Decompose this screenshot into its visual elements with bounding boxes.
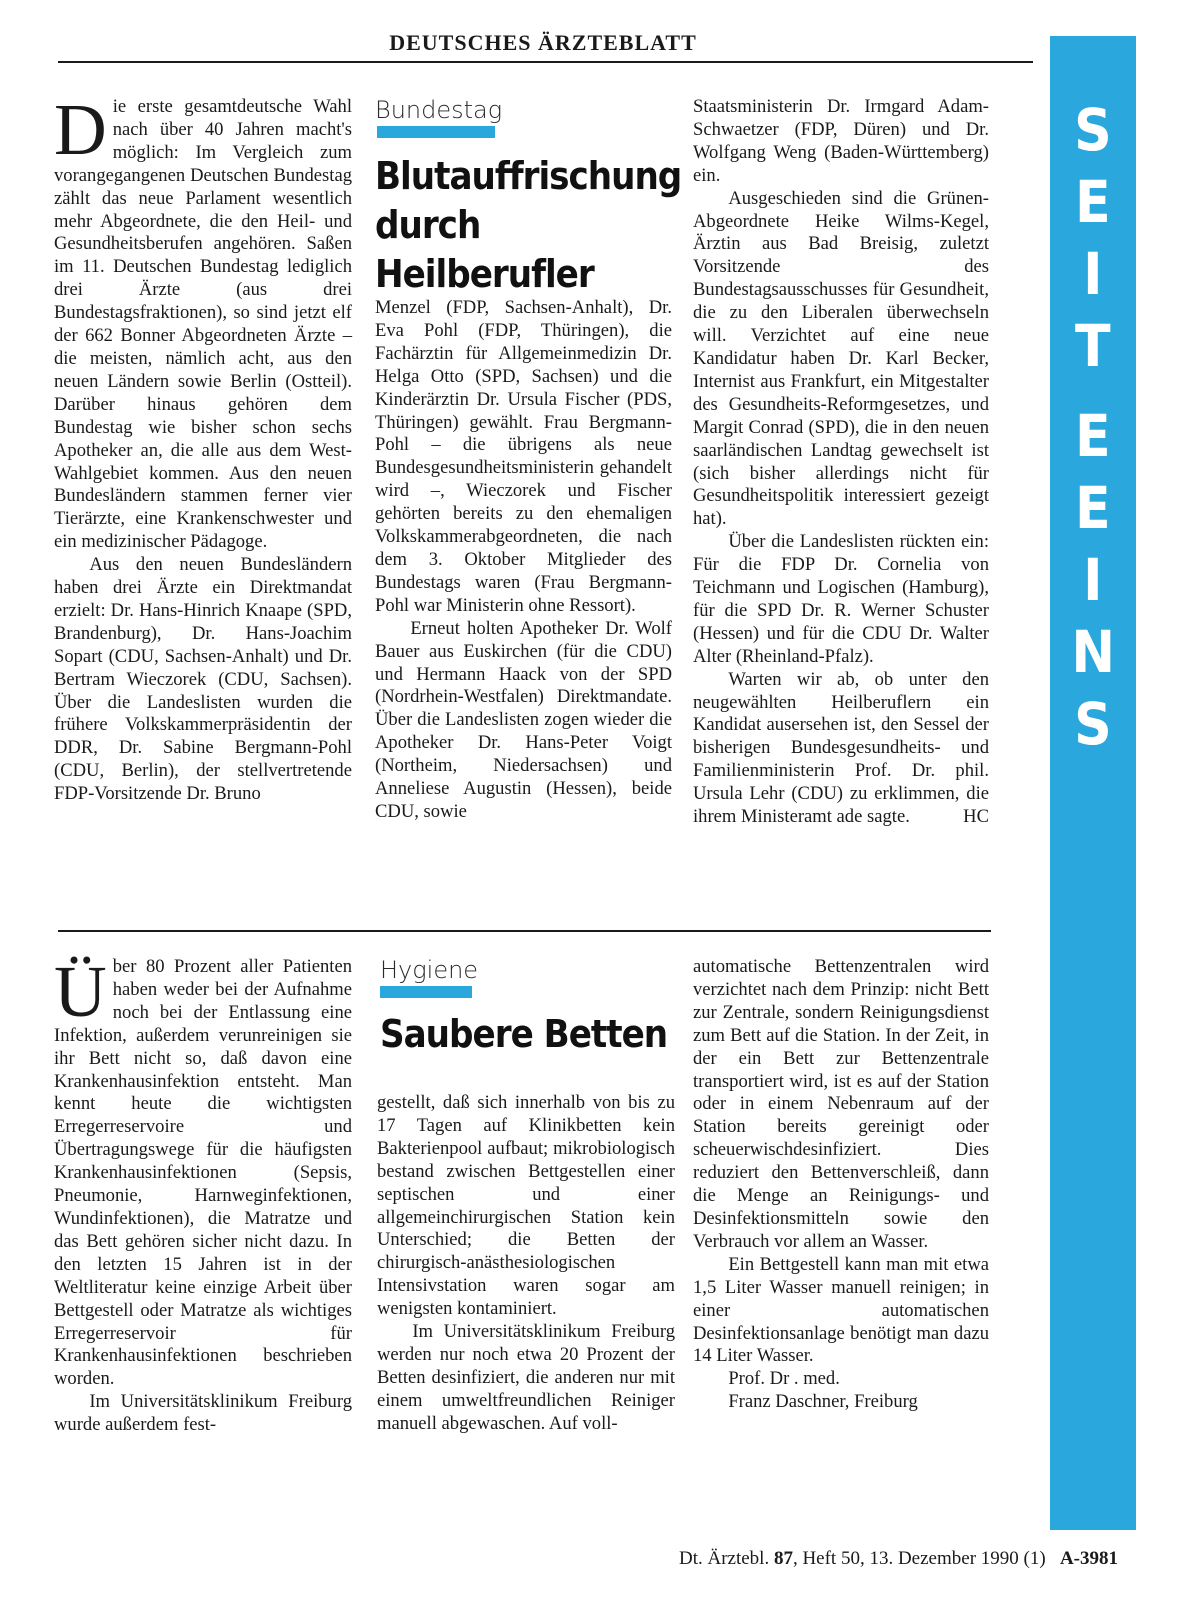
article2-paragraph: Im Universitätsklinikum Freiburg wurde außerdem fest-: [54, 1391, 352, 1436]
footer-issue: , Heft 50, 13. Dezember 1990 (1): [792, 1548, 1046, 1569]
sidebar-letter: I: [1083, 240, 1103, 308]
sidebar-letter: T: [1075, 312, 1111, 380]
article1-paragraph: Menzel (FDP, Sachsen-Anhalt), Dr. Eva Pohl (FDP, Thüringen), die Fachärztin für Allgemeinmedizin Dr. Helga Otto (SPD, Sachsen) und die Kinderärztin Dr. Ursula Fischer (PDS, Thüringen) gewählt. Frau Bergmann-Pohl – die übrigens als neue Bundesgesundheitsministerin gehandelt wird –, Wieczorek und Fischer gehörten bereits zu den ehemaligen Volkskammerabgeordneten, die nach dem 3. Oktober Mitglieder des Bundestags waren (Frau Bergmann-Pohl war Ministerin ohne Ressort).: [375, 297, 672, 616]
article2-paragraph: automatische Bettenzentralen wird verzichtet nach dem Prinzip: nicht Bett zur Zentrale, sondern Reinigungsdienst zum Bett auf die Station. In der Zeit, in der ein Bett zur Bettenzentrale transportiert wird, ist es auf der Station oder in einem Nebenraum auf der Station bereits gereinigt oder scheuerwischdesinfiziert. Dies reduziert den Bettenverschleiß, dann die Menge an Reinigungs- und Desinfektionsmitteln sowie den Verbrauch vor allem an Wasser.: [693, 956, 989, 1252]
article2-paragraph: Ein Bettgestell kann man mit etwa 1,5 Liter Wasser manuell reinigen; in einer automatischen Desinfektionsanlage benötigt man dazu 14 Liter Wasser.: [693, 1253, 989, 1367]
article2-dropcap: Ü: [54, 951, 107, 1032]
article-separator: [58, 930, 991, 932]
article1-paragraph: Warten wir ab, ob unter den neugewählten Heilberuflern ein Kandidat ausersehen ist, den Sessel der bisherigen Bundesgesundheits- und Familienministerin Prof. Dr. phil. Ursula Lehr (CDU) zu erklimmen, die ihrem Ministeramt ade sagte.: [693, 668, 989, 828]
article1-headline: [375, 152, 685, 299]
article1-paragraph: Die erste gesamtdeutsche Wahl nach über 40 Jahren macht's möglich: Im Vergleich zum vorangegangenen Deutschen Bundestag zählt das neue Parlament wesentlich mehr Abgeordnete, die den Heil- und Gesundheitsberufen angehören. Saßen im 11. Deutschen Bundestag lediglich drei Ärzte (aus drei Bundestagsfraktionen), so sind jetzt elf der 662 Bonner Abgeordneten Ärzte – die meisten, nämlich acht, aus den neuen Ländern sowie Berlin (Ostteil). Darüber hinaus gehören dem Bundestag wie bisher schon sechs Apotheker an, die alle aus dem West-Wahlgebiet kommen. Aus den neuen Bundesländern stammen ferner vier Tierärzte, eine Krankenschwester und ein medizinischer Pädagoge.: [54, 89, 352, 553]
article1-column2: [375, 297, 672, 824]
article2-paragraph: Im Universitätsklinikum Freiburg werden nur noch etwa 20 Prozent der Betten desinfiziert, die anderen nur mit einem umweltfreundlichen Reiniger manuell abgewaschen. Auf voll-: [377, 1321, 675, 1434]
sidebar-letter: E: [1075, 474, 1111, 542]
article1-author-initials: HC: [963, 806, 989, 827]
footer-journal: Dt. Ärztebl.: [678, 1548, 770, 1569]
sidebar-letters: [1050, 94, 1136, 760]
sidebar-letter: N: [1071, 618, 1115, 686]
footer-volume: 87: [773, 1548, 793, 1569]
article2-author-title: Prof. Dr . med.: [728, 1368, 840, 1390]
article1-dropcap: D: [54, 89, 107, 170]
sidebar-letter: S: [1074, 96, 1112, 164]
article1-kicker: Bundestag: [375, 96, 503, 124]
article1-paragraph: Staatsministerin Dr. Irmgard Adam-Schwaetzer (FDP, Düren) und Dr. Wolfgang Weng (Baden-Württemberg) ein.: [693, 96, 989, 186]
article1-headline-line: durch Heilberufler: [375, 203, 594, 296]
article2-paragraph: gestellt, daß sich innerhalb von bis zu 17 Tagen auf Klinikbetten kein Bakterienpool aufbaut; mikrobiologisch bestand zwischen Bettgestellen einer septischen und einer allgemeinchirurgischen Station kein Unterschied; die Betten der chirurgisch-anästhesiologischen Intensivstation waren sogar am wenigsten kontaminiert.: [377, 1092, 675, 1320]
article2-kicker-bar: [380, 986, 472, 998]
page-footer: [679, 1548, 1118, 1570]
footer-page-number: A-3981: [1059, 1548, 1118, 1569]
section-sidebar: [1050, 36, 1136, 1530]
article2-column2: [377, 1092, 675, 1436]
article1-kicker-bar: [377, 126, 495, 138]
article1-paragraph: Ausgeschieden sind die Grünen-Abgeordnete Heike Wilms-Kegel, Ärztin aus Bad Breisig, zuletzt Vorsitzende des Bundestagsausschusses für Gesundheit, die zu den Liberalen überwechseln will. Verzichtet auf eine neue Kandidatur haben Dr. Karl Becker, Internist aus Frankfurt, ein Mitgestalter des Gesundheits-Reformgesetzes, und Margit Conrad (SPD), die in den neuen saarländischen Landtag gewechselt ist (sich bisher allerdings nicht für Gesundheitspolitik interessiert gezeigt hat).: [693, 187, 989, 530]
masthead: DEUTSCHES ÄRZTEBLATT: [389, 30, 697, 55]
masthead-rule: [58, 61, 1033, 63]
article2-kicker: Hygiene: [380, 956, 479, 984]
article1-paragraph: Aus den neuen Bundesländern haben drei Ärzte ein Direktmandat erzielt: Dr. Hans-Hinrich Knaape (SPD, Brandenburg), Dr. Hans-Joachim Sopart (CDU, Sachsen-Anhalt) und Dr. Bertram Wieczorek (CDU, Sachsen). Über die Landeslisten wurden die frühere Volkskammerpräsidentin der DDR, Dr. Sabine Bergmann-Pohl (CDU, Berlin), der stellvertretende FDP-Vorsitzende Dr. Bruno: [54, 554, 352, 805]
sidebar-letter: E: [1075, 402, 1111, 470]
sidebar-letter: E: [1075, 168, 1111, 236]
article1-headline-line: Blutauffrischung: [375, 154, 682, 198]
article2-column3: [693, 956, 989, 1414]
article2-paragraph: Über 80 Prozent aller Patienten haben weder bei der Aufnahme noch bei der Entlassung eine Infektion, außerdem verunreinigen sie ihr Bett nicht so, daß davon eine Krankenhausinfektion entsteht. Man kennt heute die wichtigsten Erregerreservoire und Übertragungswege für die häufigsten Krankenhausinfektionen (Sepsis, Pneumonie, Harnweginfektionen, Wundinfektionen), die Matratze und das Bett gehören sicher nicht dazu. In den letzten 15 Jahren ist in der Weltliteratur keine einzige Arbeit über Bettgestell oder Matratze als wichtiges Erregerreservoir für Krankenhausinfektionen beschrieben worden.: [54, 951, 352, 1390]
sidebar-letter: S: [1074, 690, 1112, 758]
article1-paragraph: Über die Landeslisten rückten ein: Für die FDP Dr. Cornelia von Teichmann und Logischen (Hamburg), für die SPD Dr. R. Werner Schuster (Hessen) und für die CDU Dr. Walter Alter (Rheinland-Pfalz).: [693, 531, 989, 667]
sidebar-letter: I: [1083, 546, 1103, 614]
article2-author-name: Franz Daschner, Freiburg: [728, 1391, 918, 1413]
article2-column1: [54, 951, 352, 1437]
article1-column3: [693, 96, 989, 829]
article1-column1: [54, 89, 352, 806]
article1-paragraph: Erneut holten Apotheker Dr. Wolf Bauer aus Euskirchen (für die CDU) und Hermann Haack von der SPD (Nordrhein-Westfalen) Direktmandate. Über die Landeslisten zogen wieder die Apotheker Dr. Hans-Peter Voigt (Northeim, Niedersachsen) und Anneliese Augustin (Hessen), beide CDU, sowie: [375, 617, 672, 822]
article2-headline: Saubere Betten: [380, 1012, 668, 1056]
